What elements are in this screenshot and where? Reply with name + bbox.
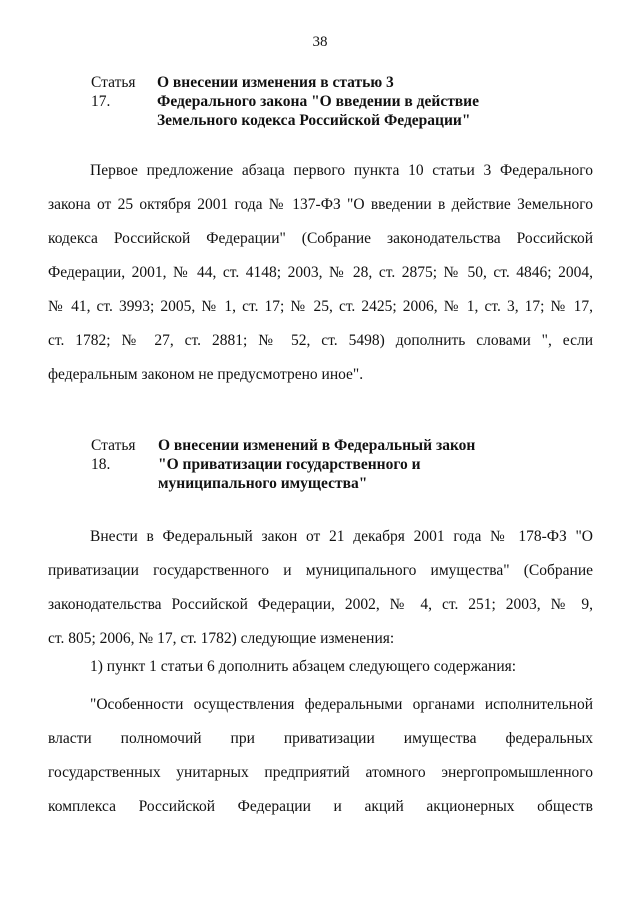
body-line: "Особенности осуществления федеральными органами исполнительной — [90, 696, 593, 713]
article-17-title-line: О внесении изменения в статью 3 — [157, 74, 394, 91]
body-line: федеральным законом не предусмотрено иное". — [48, 366, 364, 383]
article-18-body — [48, 520, 593, 656]
article-18-label: Статья 18. — [91, 437, 136, 473]
body-line: ст. 1782; № 27, ст. 2881; № 52, ст. 5498) дополнить словами ", если — [48, 332, 593, 349]
article-18-title-line: О внесении изменений в Федеральный закон — [158, 437, 476, 454]
body-line: Первое предложение абзаца первого пункта 10 статьи 3 Федерального — [90, 162, 593, 179]
body-line: государственных унитарных предприятий атомного энергопромышленного — [48, 764, 593, 781]
article-17-title-line: Федерального закона "О введении в действие — [157, 93, 479, 110]
article-17-heading — [91, 73, 479, 130]
article-18-heading — [91, 436, 475, 493]
page-number: 38 — [312, 34, 328, 50]
body-line: № 41, ст. 3993; 2005, № 1, ст. 17; № 25, ст. 2425; 2006, № 1, ст. 3, 17; № 17, — [48, 298, 593, 315]
article-18-title-line: "О приватизации государственного и — [158, 456, 421, 473]
body-line: Федерации, 2001, № 44, ст. 4148; 2003, № 28, ст. 2875; № 50, ст. 4846; 2004, — [48, 264, 593, 281]
article-17-title-line: Земельного кодекса Российской Федерации" — [157, 112, 471, 129]
article-18-quote — [48, 688, 593, 824]
article-17-title — [157, 73, 479, 130]
article-18-item-1 — [48, 650, 593, 684]
article-18-title — [158, 436, 475, 493]
article-17-label: Статья 17. — [91, 74, 136, 110]
body-line: комплекса Российской Федерации и акций акционерных обществ — [48, 798, 593, 815]
body-line: кодекса Российской Федерации" (Собрание законодательства Российской — [48, 230, 593, 247]
article-18-title-line: муниципального имущества" — [158, 475, 368, 492]
body-line: приватизации государственного и муниципального имущества" (Собрание — [48, 562, 593, 579]
body-line: закона от 25 октября 2001 года № 137-ФЗ "О введении в действие Земельного — [48, 196, 593, 213]
body-line: власти полномочий при приватизации имущества федеральных — [48, 730, 593, 747]
body-line: ст. 805; 2006, № 17, ст. 1782) следующие изменения: — [48, 630, 395, 647]
body-line: законодательства Российской Федерации, 2002, № 4, ст. 251; 2003, № 9, — [48, 596, 593, 613]
body-line: 1) пункт 1 статьи 6 дополнить абзацем следующего содержания: — [90, 658, 517, 675]
body-line: Внести в Федеральный закон от 21 декабря 2001 года № 178-ФЗ "О — [90, 528, 593, 545]
article-17-body — [48, 154, 593, 392]
